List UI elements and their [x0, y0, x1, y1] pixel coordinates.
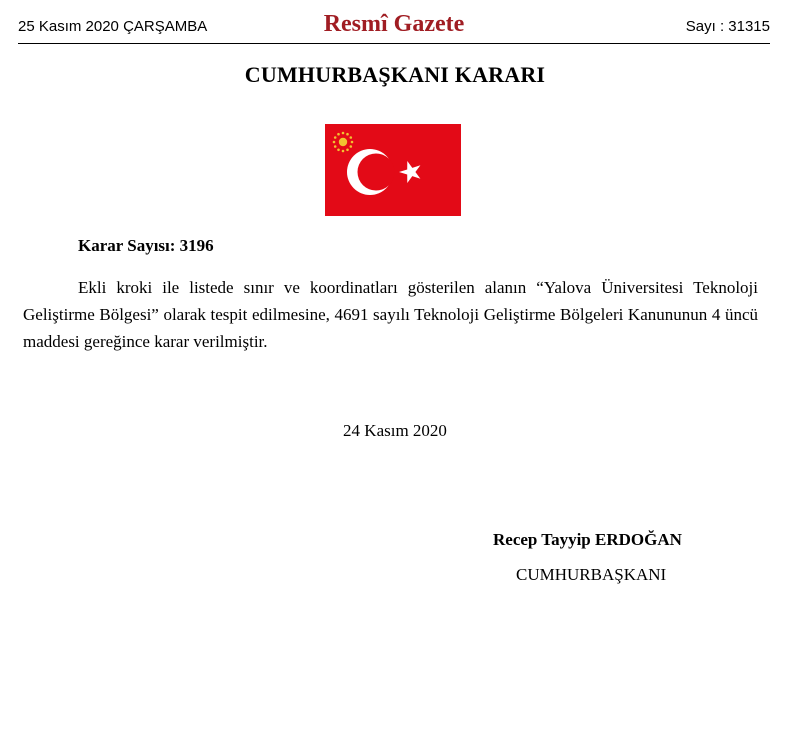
decision-body: Ekli kroki ile listede sınır ve koordinatları gösterilen alanın “Yalova Üniversitesi Teknoloji Geliştirme Bölgesi” olarak tespit edilmesine, 4691 sayılı Teknoloji Geliştirme Bölgeleri Kanununun 4 üncü maddesi gereğince karar verilmiştir. — [23, 278, 758, 351]
header-divider — [18, 43, 770, 44]
crescent-inner — [358, 154, 395, 191]
turkish-flag-icon — [325, 124, 461, 216]
header-date: 25 Kasım 2020 ÇARŞAMBA — [18, 18, 208, 35]
document-title: CUMHURBAŞKANI KARARI — [244, 62, 546, 87]
signatory-name: Recep Tayyip ERDOĞAN — [493, 530, 682, 549]
gazette-title: Resmî Gazete — [323, 11, 465, 37]
decision-number: Karar Sayısı: 3196 — [78, 236, 214, 255]
decision-date: 24 Kasım 2020 — [343, 421, 447, 440]
signatory-title: CUMHURBAŞKANI — [516, 565, 667, 584]
page-header — [18, 8, 770, 38]
issue-number: Sayı : 31315 — [685, 18, 770, 35]
